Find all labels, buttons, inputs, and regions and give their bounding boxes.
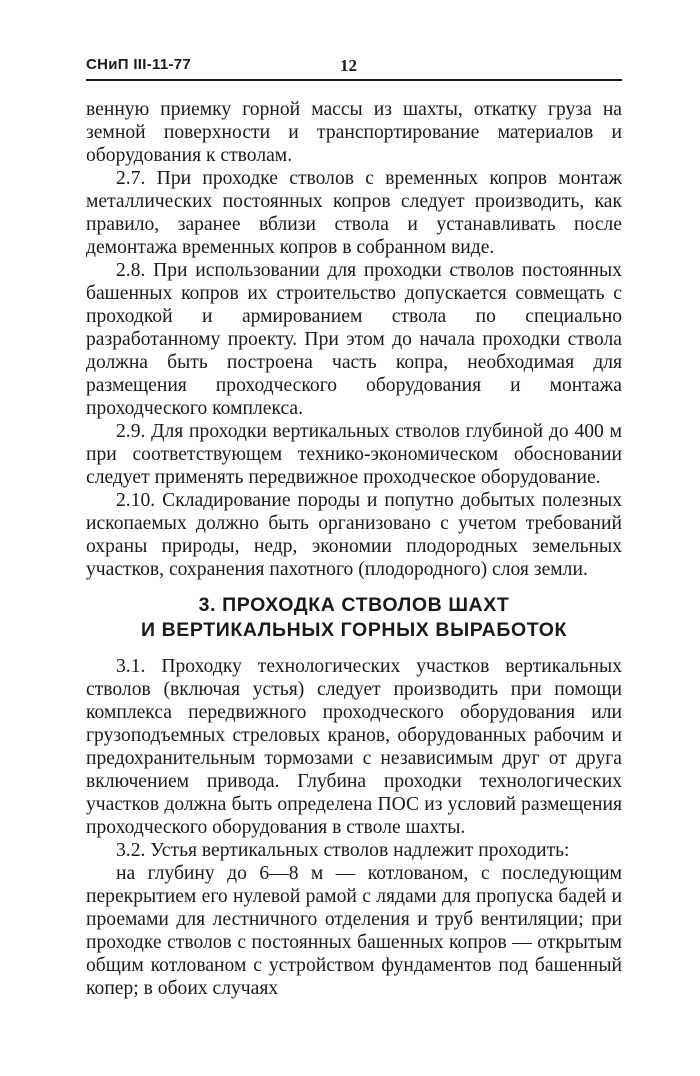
paragraph-2-7: 2.7. При проходке стволов с временных копров монтаж металлических постоянных копров следует производить, как правило, заранее вблизи ствола и устанавливать после демонтажа временных копров в собранном виде.: [86, 168, 622, 258]
paragraph-3-1: 3.1. Проходку технологических участков вертикальных стволов (включая устья) следует производить при помощи комплекса передвижного проходческого оборудования или грузоподъемных стреловых кранов, оборудованных рабочим и предохранительным тормозами с независимым друг от друга включением привода. Глубина проходки технологических участков должна быть определена ПОС из условий размещения проходческого оборудования в стволе шахты.: [86, 656, 622, 838]
document-code: СНиП III-11-77: [86, 56, 192, 73]
document-page: [86, 46, 622, 1000]
section-heading: [86, 593, 622, 643]
page-number: 12: [340, 56, 357, 75]
section-heading-line-1: 3. ПРОХОДКА СТВОЛОВ ШАХТ: [198, 594, 510, 616]
section-heading-line-2: И ВЕРТИКАЛЬНЫХ ГОРНЫХ ВЫРАБОТОК: [140, 619, 568, 641]
paragraph-2-10: 2.10. Складирование породы и попутно добытых полезных ископаемых должно быть организовано с учетом требований охраны природы, недр, экономии плодородных земельных участков, сохранения пахотного (плодородного) слоя земли.: [86, 490, 622, 580]
body-text: [86, 98, 622, 1000]
paragraph-2-9: 2.9. Для проходки вертикальных стволов глубиной до 400 м при соответствующем технико-экономическом обосновании следует применять передвижное проходческое оборудование.: [86, 421, 622, 488]
paragraph-2-8: 2.8. При использовании для проходки стволов постоянных башенных копров их строительство допускается совмещать с проходкой и армированием ствола по специально разработанному проекту. При этом до начала проходки ствола должна быть построена часть копра, необходимая для размещения проходческого оборудования и монтажа проходческого комплекса.: [86, 260, 622, 419]
paragraph-3-2-depth: на глубину до 6—8 м — котлованом, с последующим перекрытием его нулевой рамой с лядами для пропуска бадей и проемами для лестничного отделения и труб вентиляции; при проходке стволов с постоянных башенных копров — открытым общим котлованом с устройством фундаментов под башенный копер; в обоих случаях: [86, 863, 622, 999]
paragraph-3-2: 3.2. Устья вертикальных стволов надлежит проходить:: [116, 840, 570, 861]
paragraph-continuation: венную приемку горной массы из шахты, откатку груза на земной поверхности и транспортирование материалов и оборудования к стволам.: [86, 99, 622, 166]
header-rule: [86, 79, 622, 81]
running-header: [86, 46, 622, 80]
